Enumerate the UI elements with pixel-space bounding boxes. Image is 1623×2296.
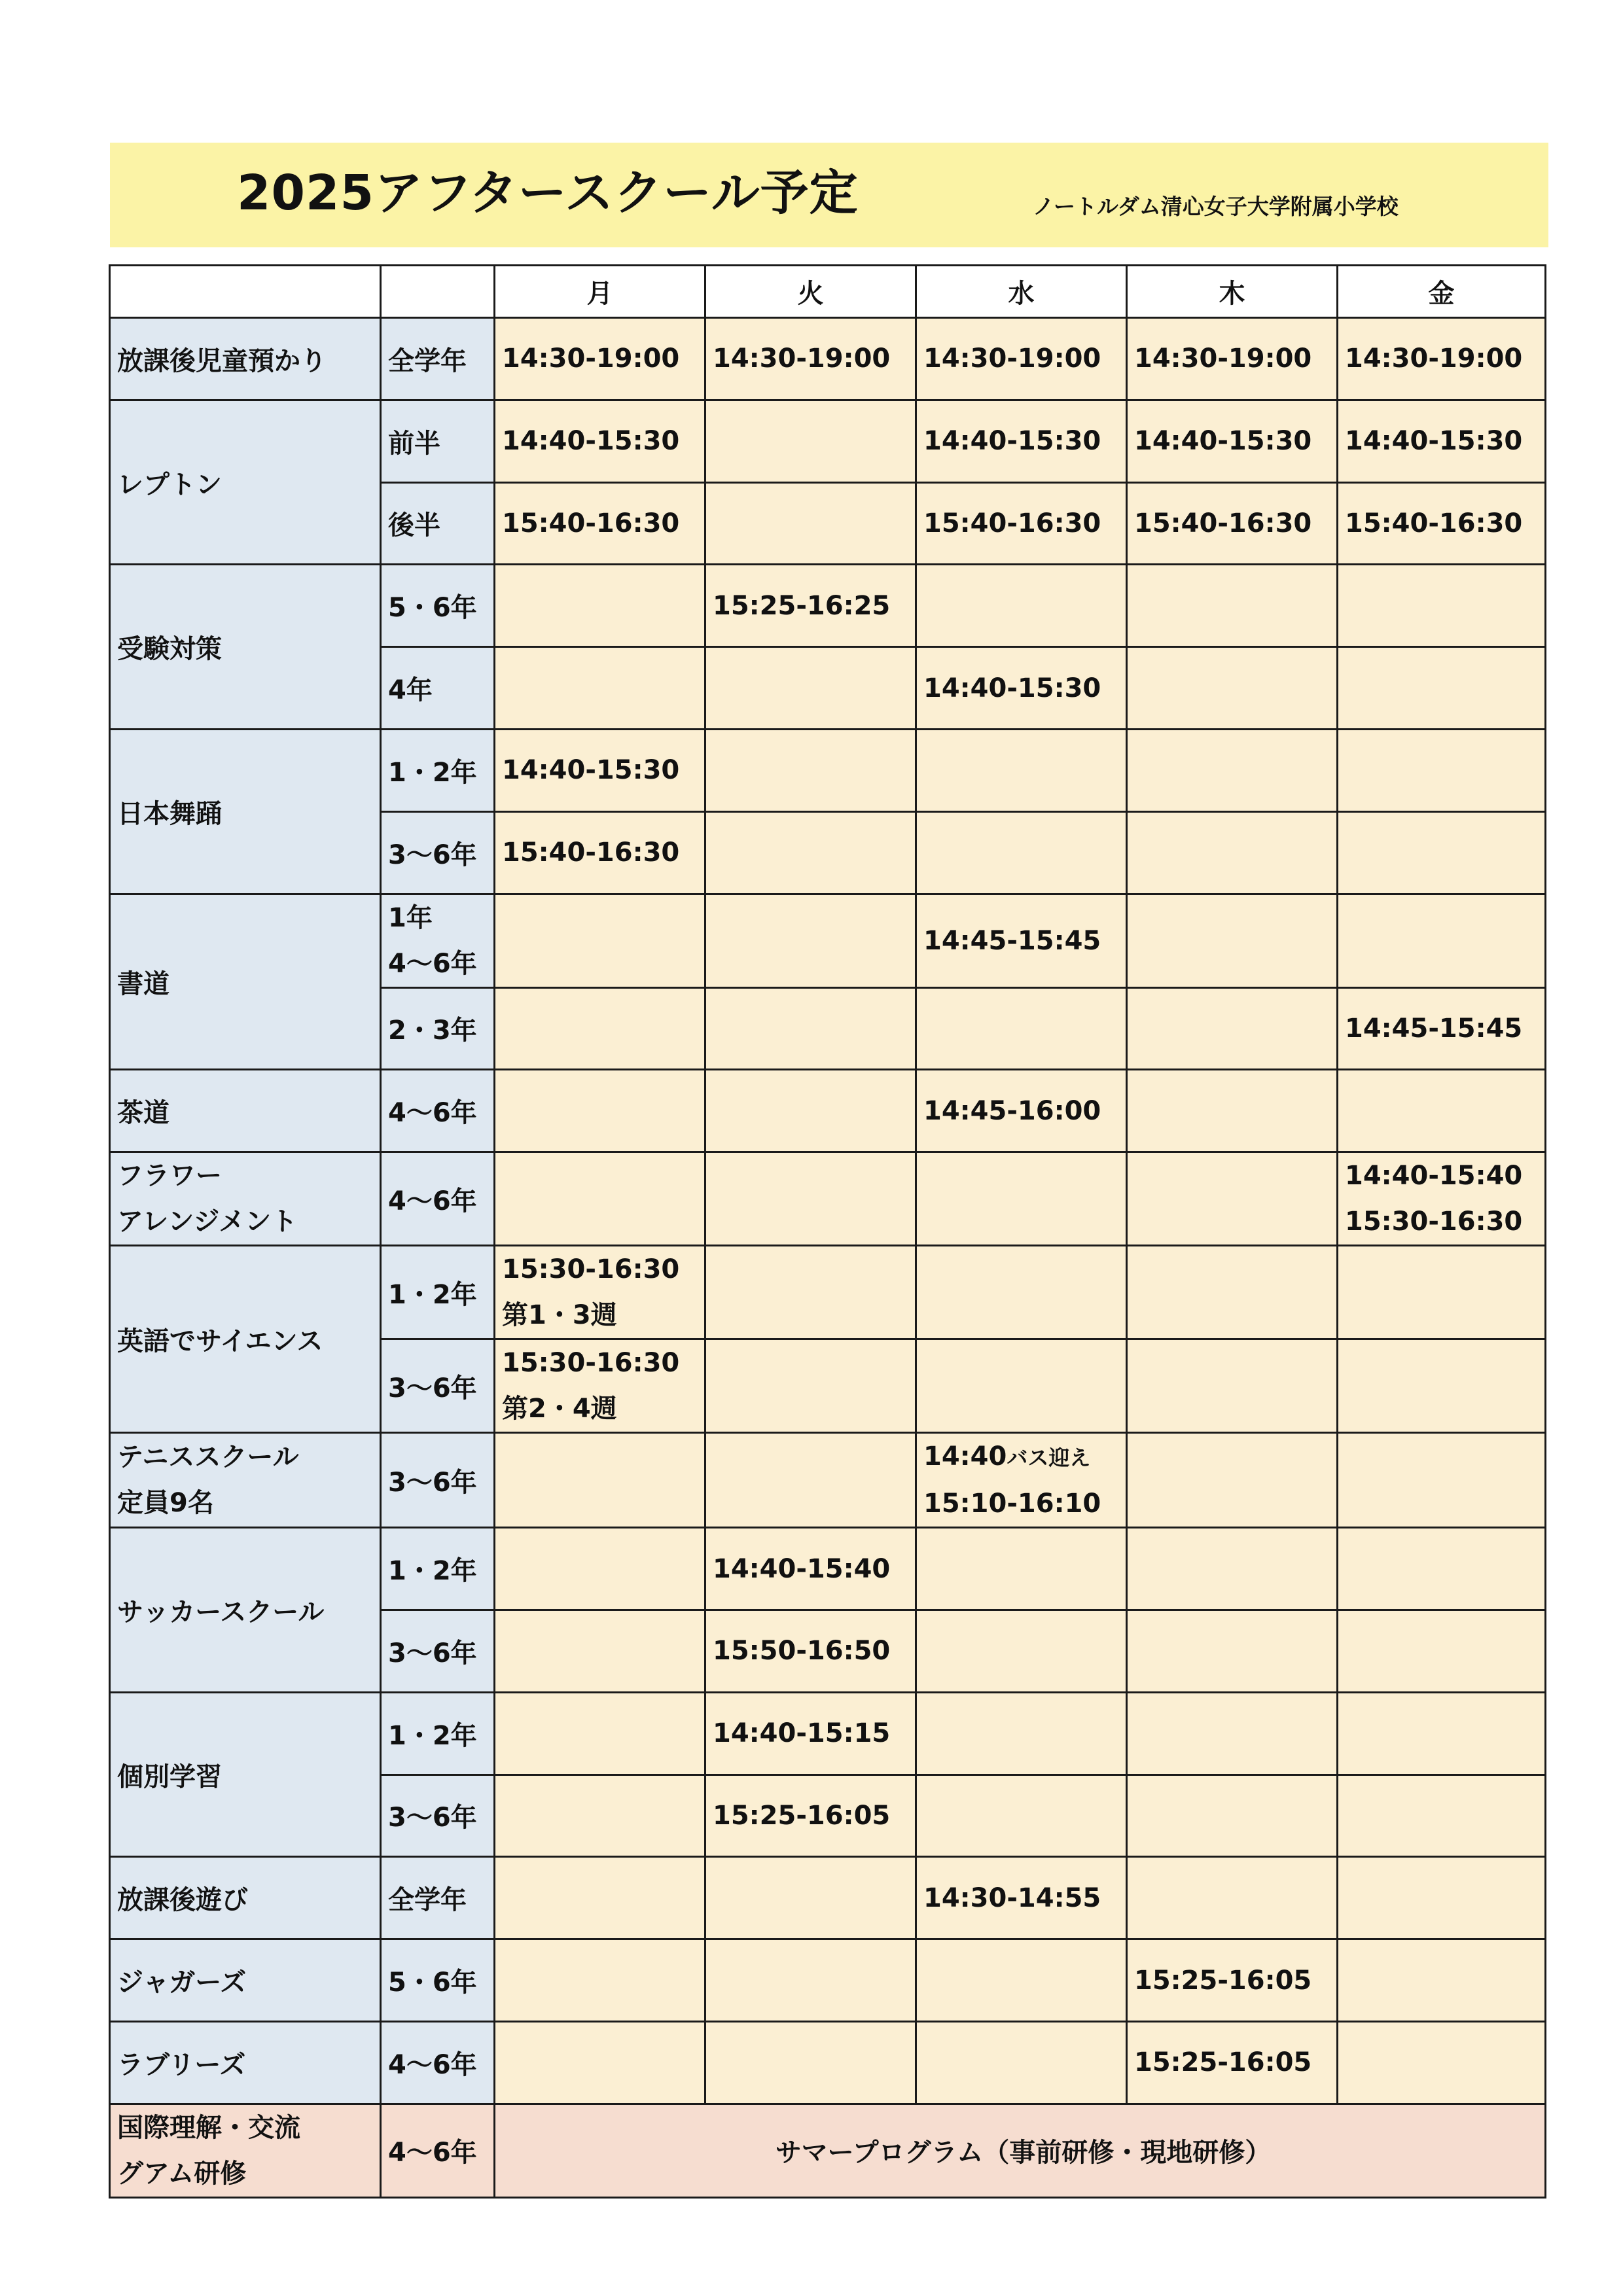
header-row bbox=[110, 266, 1546, 318]
time-cell bbox=[705, 1339, 916, 1433]
time-cell bbox=[916, 729, 1127, 811]
time-cell: 15:25-16:05 bbox=[1127, 1939, 1338, 2022]
time-cell bbox=[705, 987, 916, 1070]
grade-label: 1・2年 bbox=[381, 1528, 495, 1610]
time-cell: 14:40-15:30 bbox=[495, 729, 705, 811]
day-header: 火 bbox=[705, 266, 916, 318]
time-cell bbox=[916, 1152, 1127, 1246]
grade-label bbox=[381, 894, 495, 987]
time-cell: 15:25-16:05 bbox=[705, 1775, 916, 1857]
grade-label: 5・6年 bbox=[381, 1939, 495, 2022]
schedule-body bbox=[110, 318, 1546, 2198]
day-header: 金 bbox=[1338, 266, 1546, 318]
time-cell bbox=[705, 811, 916, 894]
activity-name: 書道 bbox=[110, 894, 381, 1070]
time-cell: 15:40-16:30 bbox=[495, 811, 705, 894]
time-cell bbox=[1127, 1857, 1338, 1939]
time-cell bbox=[705, 400, 916, 482]
table-row bbox=[110, 1528, 1546, 1610]
time-cell bbox=[1127, 1528, 1338, 1610]
time-cell bbox=[916, 1610, 1127, 1692]
time-cell: 14:45-15:45 bbox=[916, 894, 1127, 987]
time-cell bbox=[1338, 1775, 1546, 1857]
time-cell bbox=[495, 2021, 705, 2104]
activity-name bbox=[110, 1433, 381, 1528]
grade-label: 3～6年 bbox=[381, 1433, 495, 1528]
cell-text: 国際理解・交流 bbox=[117, 2112, 300, 2143]
cell-line bbox=[117, 2105, 380, 2151]
grade-label: 5・6年 bbox=[381, 565, 495, 647]
time-cell: 15:25-16:05 bbox=[1127, 2021, 1338, 2104]
time-cell: 15:40-16:30 bbox=[916, 482, 1127, 565]
table-row bbox=[110, 318, 1546, 400]
grade-label: 1・2年 bbox=[381, 1692, 495, 1775]
time-cell bbox=[1338, 1152, 1546, 1246]
time-cell bbox=[705, 894, 916, 987]
grade-label: 全学年 bbox=[381, 318, 495, 400]
table-row bbox=[110, 2104, 1546, 2197]
day-header: 水 bbox=[916, 266, 1127, 318]
grade-label: 4年 bbox=[381, 647, 495, 730]
time-cell bbox=[705, 647, 916, 730]
time-cell bbox=[916, 1339, 1127, 1433]
time-cell bbox=[705, 729, 916, 811]
time-cell bbox=[916, 1939, 1127, 2022]
summer-program-cell: サマープログラム（事前研修・現地研修） bbox=[495, 2104, 1546, 2197]
table-row bbox=[110, 2021, 1546, 2104]
time-cell bbox=[705, 1857, 916, 1939]
time-cell: 15:40-16:30 bbox=[1127, 482, 1338, 565]
grade-label: 3～6年 bbox=[381, 1775, 495, 1857]
time-cell bbox=[1338, 1939, 1546, 2022]
time-cell: 15:40-16:30 bbox=[1338, 482, 1546, 565]
time-cell bbox=[1127, 1246, 1338, 1339]
time-cell bbox=[495, 1433, 705, 1528]
time-cell bbox=[1127, 987, 1338, 1070]
grade-label: 3～6年 bbox=[381, 1610, 495, 1692]
time-cell: 14:40-15:30 bbox=[1338, 400, 1546, 482]
cell-text: 15:30-16:30 bbox=[502, 1254, 680, 1285]
table-row bbox=[110, 1939, 1546, 2022]
time-cell bbox=[916, 1433, 1127, 1528]
time-cell: 14:40-15:30 bbox=[495, 400, 705, 482]
time-cell bbox=[495, 1610, 705, 1692]
activity-name: 茶道 bbox=[110, 1070, 381, 1152]
activity-name: ジャガーズ bbox=[110, 1939, 381, 2022]
time-cell: 14:30-19:00 bbox=[495, 318, 705, 400]
time-cell bbox=[1127, 1433, 1338, 1528]
grade-label: 4～6年 bbox=[381, 2021, 495, 2104]
time-cell bbox=[1338, 1610, 1546, 1692]
time-cell: 14:40-15:30 bbox=[916, 400, 1127, 482]
table-row bbox=[110, 400, 1546, 482]
time-cell bbox=[1127, 647, 1338, 730]
time-cell bbox=[1338, 1339, 1546, 1433]
grade-label: 2・3年 bbox=[381, 987, 495, 1070]
day-header: 木 bbox=[1127, 266, 1338, 318]
time-cell bbox=[705, 1939, 916, 2022]
grade-label: 3～6年 bbox=[381, 811, 495, 894]
time-cell: 14:40-15:15 bbox=[705, 1692, 916, 1775]
cell-line bbox=[923, 1434, 1126, 1481]
time-cell bbox=[1127, 811, 1338, 894]
time-cell bbox=[1127, 1070, 1338, 1152]
time-cell bbox=[1338, 1433, 1546, 1528]
cell-text: 14:40-15:40 bbox=[1345, 1161, 1523, 1192]
cell-line bbox=[117, 1434, 380, 1480]
activity-name bbox=[110, 1152, 381, 1246]
grade-label: 全学年 bbox=[381, 1857, 495, 1939]
time-cell: 14:45-15:45 bbox=[1338, 987, 1546, 1070]
cell-line bbox=[388, 895, 493, 941]
header-activity bbox=[110, 266, 381, 318]
grade-label: 1・2年 bbox=[381, 1246, 495, 1339]
cell-line bbox=[502, 1340, 704, 1386]
cell-text: 14:40 bbox=[923, 1441, 1007, 1472]
time-cell: 14:30-19:00 bbox=[916, 318, 1127, 400]
header-grade bbox=[381, 266, 495, 318]
grade-label: 4～6年 bbox=[381, 1152, 495, 1246]
time-cell bbox=[705, 1070, 916, 1152]
time-cell bbox=[495, 1775, 705, 1857]
time-cell: 14:30-19:00 bbox=[1338, 318, 1546, 400]
time-cell: 14:30-19:00 bbox=[1127, 318, 1338, 400]
time-cell bbox=[1338, 894, 1546, 987]
table-row bbox=[110, 1692, 1546, 1775]
table-row bbox=[110, 894, 1546, 987]
grade-label: 後半 bbox=[381, 482, 495, 565]
grade-label: 1・2年 bbox=[381, 729, 495, 811]
cell-line: 第1・3週 bbox=[502, 1300, 617, 1331]
time-cell bbox=[705, 2021, 916, 2104]
time-cell bbox=[1127, 1610, 1338, 1692]
time-cell bbox=[705, 1433, 916, 1528]
time-cell bbox=[1338, 1528, 1546, 1610]
cell-note: バス迎え bbox=[1007, 1445, 1091, 1471]
grade-label: 3～6年 bbox=[381, 1339, 495, 1433]
time-cell bbox=[495, 647, 705, 730]
table-row bbox=[110, 565, 1546, 647]
activity-name: 個別学習 bbox=[110, 1692, 381, 1857]
grade-label: 4～6年 bbox=[381, 1070, 495, 1152]
cell-line: 15:10-16:10 bbox=[923, 1489, 1101, 1519]
time-cell bbox=[1338, 1857, 1546, 1939]
activity-name: 英語でサイエンス bbox=[110, 1246, 381, 1433]
time-cell bbox=[1127, 1152, 1338, 1246]
activity-name: 受験対策 bbox=[110, 565, 381, 730]
time-cell bbox=[495, 1070, 705, 1152]
time-cell bbox=[495, 1939, 705, 2022]
time-cell bbox=[916, 987, 1127, 1070]
table-row bbox=[110, 1433, 1546, 1528]
cell-line: 4～6年 bbox=[388, 948, 477, 979]
time-cell: 15:40-16:30 bbox=[495, 482, 705, 565]
time-cell bbox=[916, 1692, 1127, 1775]
table-row bbox=[110, 1070, 1546, 1152]
time-cell bbox=[916, 2021, 1127, 2104]
time-cell bbox=[1338, 565, 1546, 647]
activity-name: 放課後遊び bbox=[110, 1857, 381, 1939]
time-cell: 15:50-16:50 bbox=[705, 1610, 916, 1692]
time-cell bbox=[916, 565, 1127, 647]
time-cell bbox=[495, 894, 705, 987]
time-cell: 14:30-14:55 bbox=[916, 1857, 1127, 1939]
table-row bbox=[110, 729, 1546, 811]
time-cell bbox=[1338, 1246, 1546, 1339]
cell-line: 第2・4週 bbox=[502, 1394, 617, 1424]
time-cell: 14:40-15:30 bbox=[1127, 400, 1338, 482]
table-row bbox=[110, 1857, 1546, 1939]
grade-label: 4～6年 bbox=[381, 2104, 495, 2197]
cell-line: 15:30-16:30 bbox=[1345, 1207, 1523, 1237]
cell-line bbox=[117, 1153, 380, 1199]
cell-text: 1年 bbox=[388, 902, 433, 933]
time-cell bbox=[1338, 2021, 1546, 2104]
time-cell bbox=[1338, 729, 1546, 811]
time-cell bbox=[705, 1246, 916, 1339]
activity-name: ラブリーズ bbox=[110, 2021, 381, 2104]
time-cell bbox=[705, 482, 916, 565]
cell-line bbox=[1345, 1153, 1544, 1199]
time-cell: 14:45-16:00 bbox=[916, 1070, 1127, 1152]
time-cell bbox=[495, 1692, 705, 1775]
time-cell bbox=[1127, 1339, 1338, 1433]
activity-name: レプトン bbox=[110, 400, 381, 565]
time-cell bbox=[1338, 811, 1546, 894]
time-cell bbox=[916, 1528, 1127, 1610]
table-row bbox=[110, 1152, 1546, 1246]
time-cell bbox=[495, 987, 705, 1070]
cell-text: テニススクール bbox=[117, 1442, 299, 1473]
day-header: 月 bbox=[495, 266, 705, 318]
time-cell bbox=[916, 1775, 1127, 1857]
time-cell bbox=[1127, 565, 1338, 647]
time-cell bbox=[1127, 894, 1338, 987]
time-cell bbox=[495, 1528, 705, 1610]
time-cell: 14:40-15:30 bbox=[916, 647, 1127, 730]
time-cell bbox=[1338, 1070, 1546, 1152]
time-cell: 14:30-19:00 bbox=[705, 318, 916, 400]
time-cell bbox=[1127, 1692, 1338, 1775]
time-cell: 15:25-16:25 bbox=[705, 565, 916, 647]
cell-text: 15:30-16:30 bbox=[502, 1348, 680, 1379]
table-row bbox=[110, 1246, 1546, 1339]
activity-name: サッカースクール bbox=[110, 1528, 381, 1693]
page-title: 2025アフタースクール予定 bbox=[237, 165, 859, 221]
time-cell: 14:40-15:40 bbox=[705, 1528, 916, 1610]
cell-line: アレンジメント bbox=[117, 1207, 298, 1237]
time-cell bbox=[705, 1152, 916, 1246]
time-cell bbox=[495, 1152, 705, 1246]
time-cell bbox=[916, 811, 1127, 894]
grade-label: 前半 bbox=[381, 400, 495, 482]
school-name: ノートルダム清心女子大学附属小学校 bbox=[1033, 194, 1399, 219]
time-cell bbox=[495, 1857, 705, 1939]
time-cell bbox=[1127, 729, 1338, 811]
time-cell bbox=[1127, 1775, 1338, 1857]
activity-name: 日本舞踊 bbox=[110, 729, 381, 894]
cell-line: 定員9名 bbox=[117, 1488, 214, 1519]
time-cell bbox=[495, 565, 705, 647]
schedule-table bbox=[109, 264, 1546, 2199]
time-cell bbox=[495, 1339, 705, 1433]
activity-name bbox=[110, 2104, 381, 2197]
time-cell bbox=[1338, 1692, 1546, 1775]
time-cell bbox=[1338, 647, 1546, 730]
cell-line: グアム研修 bbox=[117, 2158, 247, 2189]
cell-line bbox=[502, 1246, 704, 1292]
cell-text: フラワー bbox=[117, 1161, 222, 1192]
time-cell bbox=[916, 1246, 1127, 1339]
time-cell bbox=[495, 1246, 705, 1339]
activity-name: 放課後児童預かり bbox=[110, 318, 381, 400]
